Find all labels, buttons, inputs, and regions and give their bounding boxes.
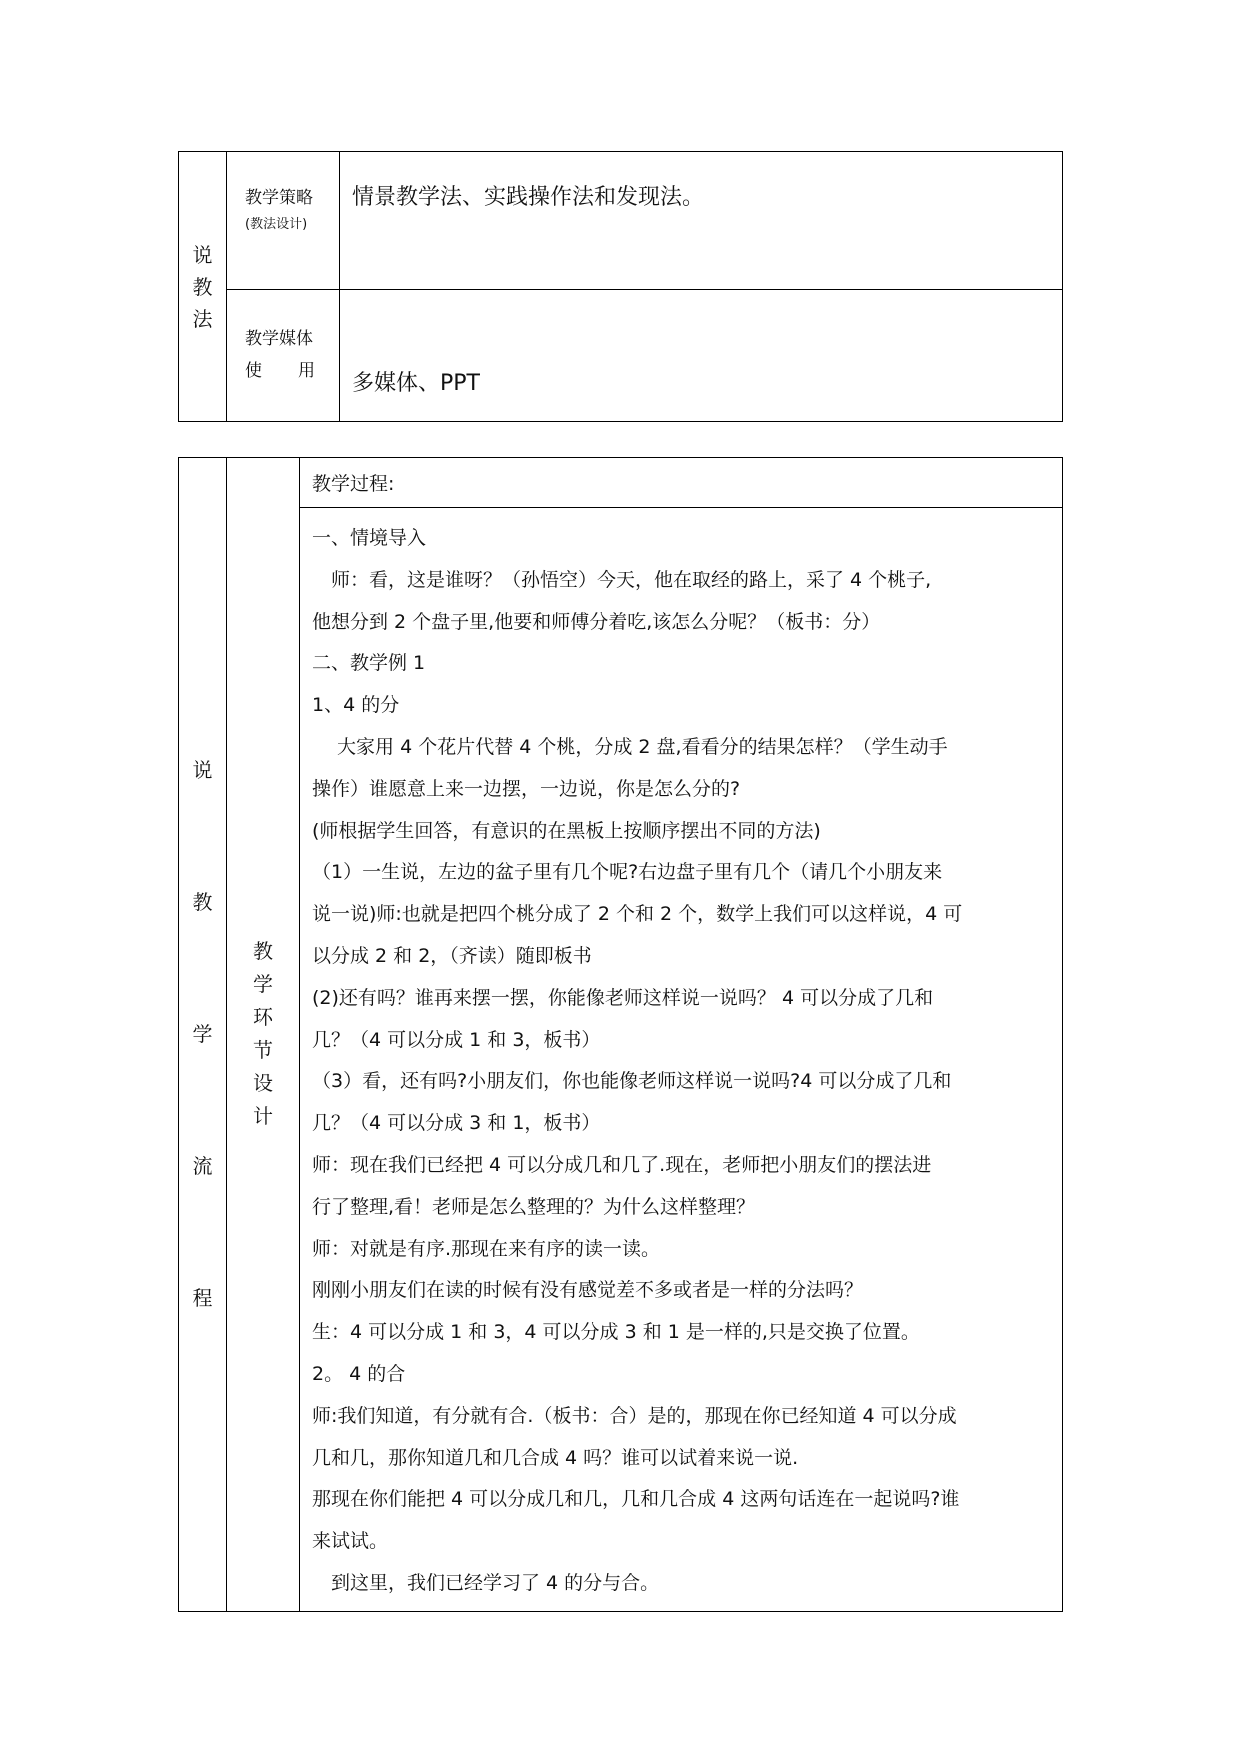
side-char: 法 (192, 306, 213, 331)
section-char: 计 (253, 1104, 273, 1129)
media-content (340, 290, 1063, 422)
process-line: 2。 4 的合 (312, 1362, 406, 1385)
section-label-cell (227, 458, 300, 1612)
teaching-method-table (178, 151, 1063, 422)
strategy-text: 情景教学法、实践操作法和发现法。 (352, 185, 705, 210)
process-line: 师：对就是有序.那现在来有序的读一读。 (312, 1237, 661, 1260)
strategy-label-cell (227, 152, 340, 290)
process-line: 师:我们知道，有分就有合.（板书：合）是的，那现在你已经知道 4 可以分成 (312, 1404, 957, 1427)
media-label-cell (227, 290, 340, 422)
process-line: 几？（4 可以分成 3 和 1，板书） (312, 1112, 601, 1135)
teaching-process-table (178, 457, 1063, 1612)
process-line: 师：看，这是谁呀？（孙悟空）今天，他在取经的路上，采了 4 个桃子, (312, 568, 932, 591)
process-line: 二、教学例 1 (312, 652, 426, 675)
process-line: 1、4 的分 (312, 694, 400, 717)
process-line: 他想分到 2 个盘子里,他要和师傅分着吃,该怎么分呢？（板书：分） (312, 610, 881, 633)
process-line: 那现在你们能把 4 可以分成几和几，几和几合成 4 这两句话连在一起说吗?谁 (312, 1488, 960, 1511)
side-char: 教 (192, 274, 213, 299)
process-line: 刚刚小朋友们在读的时候有没有感觉差不多或者是一样的分法吗？ (312, 1279, 864, 1302)
process-line: 几和几，那你知道几和几合成 4 吗？谁可以试着来说一说. (312, 1446, 799, 1469)
strategy-label: 教学策略 (245, 188, 313, 208)
process-line: 一、情境导入 (312, 527, 427, 549)
section-char: 环 (253, 1005, 273, 1030)
process-line: 来试试。 (312, 1530, 389, 1553)
process-line: 操作）谁愿意上来一边摆，一边说，你是怎么分的? (312, 777, 741, 800)
process-line: 师：现在我们已经把 4 可以分成几和几了.现在，老师把小朋友们的摆法进 (312, 1153, 932, 1176)
side-char: 流 (192, 1154, 213, 1179)
process-line: 到这里，我们已经学习了 4 的分与合。 (312, 1571, 660, 1594)
process-line: (2)还有吗？谁再来摆一摆，你能像老师这样说一说吗？ 4 可以分成了几和 (312, 986, 934, 1009)
side-char: 说 (192, 758, 213, 783)
process-line: (师根据学生回答，有意识的在黑板上按顺序摆出不同的方法) (312, 819, 821, 842)
strategy-sublabel: (教法设计) (245, 217, 308, 232)
process-line: 行了整理,看！老师是怎么整理的？为什么这样整理？ (312, 1195, 756, 1218)
media-label: 教学媒体 (245, 329, 313, 349)
side-char: 程 (192, 1286, 213, 1311)
media-label-char: 用 (298, 361, 315, 381)
media-label-line2 (245, 355, 339, 387)
process-line: 大家用 4 个花片代替 4 个桃，分成 2 盘,看看分的结果怎样？（学生动手 (312, 735, 948, 758)
process-line: 以分成 2 和 2，（齐读）随即板书 (312, 944, 592, 967)
media-text: 多媒体、PPT (352, 371, 480, 396)
process-line: （1）一生说，左边的盆子里有几个呢?右边盘子里有几个（请几个小朋友来 (312, 861, 943, 884)
strategy-content (340, 152, 1063, 290)
side-char: 学 (192, 1022, 213, 1047)
process-body (300, 508, 1063, 1612)
side-char: 教 (192, 890, 213, 915)
side-label-teaching-method (179, 152, 227, 422)
process-line: 生：4 可以分成 1 和 3，4 可以分成 3 和 1 是一样的,只是交换了位置。 (312, 1321, 920, 1344)
process-line: 几？（4 可以分成 1 和 3，板书） (312, 1028, 601, 1051)
media-label-char: 使 (245, 361, 262, 381)
process-line: （3）看，还有吗?小朋友们，你也能像老师这样说一说吗?4 可以分成了几和 (312, 1070, 952, 1093)
section-char: 节 (253, 1038, 273, 1063)
process-line: 说一说)师:也就是把四个桃分成了 2 个和 2 个，数学上我们可以这样说，4 可 (312, 903, 963, 926)
side-label-teaching-flow (179, 458, 227, 1612)
process-header: 教学过程: (300, 458, 1063, 508)
section-char: 学 (253, 972, 273, 997)
section-char: 设 (253, 1071, 273, 1096)
section-char: 教 (253, 939, 273, 964)
side-char: 说 (192, 242, 213, 267)
